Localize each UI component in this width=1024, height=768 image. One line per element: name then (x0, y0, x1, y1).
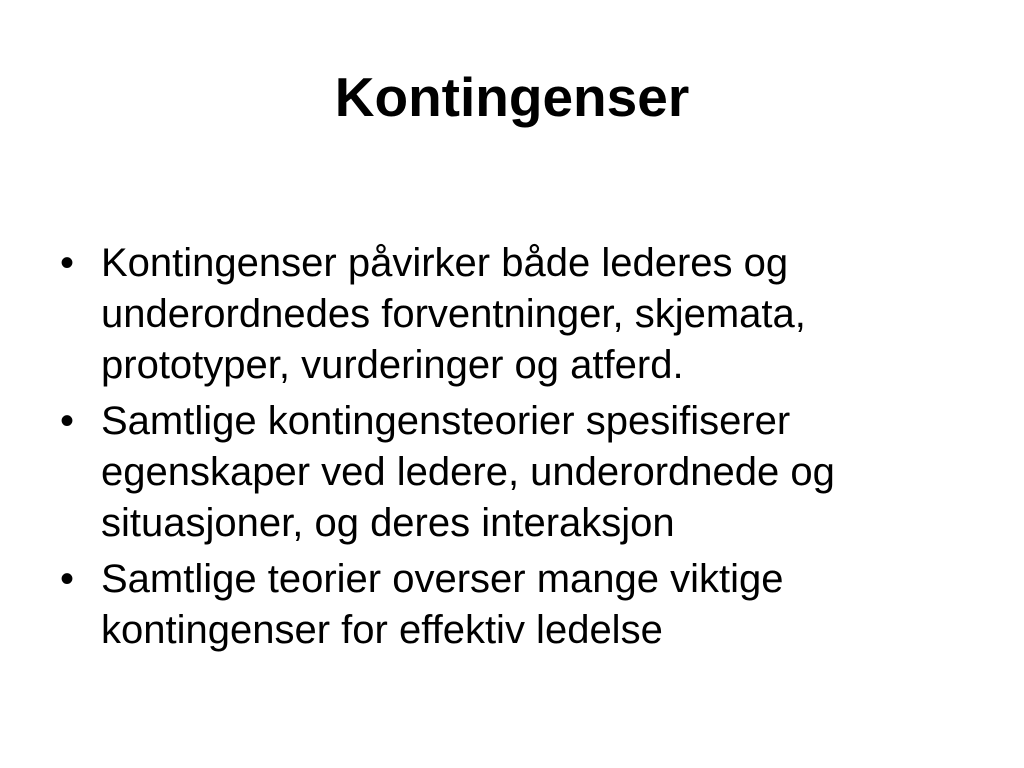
bullet-dot-icon: • (60, 399, 75, 443)
bullet-dot-icon: • (60, 241, 75, 285)
bullet-line: kontingenser for effektiv ledelse (101, 608, 663, 652)
bullet-line: Samtlige teorier overser mange viktige (101, 557, 784, 601)
bullet-line: situasjoner, og deres interaksjon (101, 501, 675, 545)
bullet-list (60, 238, 960, 661)
bullet-dot-icon: • (60, 557, 75, 601)
bullet-item-3 (60, 554, 960, 656)
slide-title: Kontingenser (334, 66, 690, 128)
bullet-line: Samtlige kontingensteorier spesifiserer (101, 399, 791, 443)
bullet-line: prototyper, vurderinger og atferd. (101, 343, 684, 387)
bullet-item-1 (60, 238, 960, 391)
bullet-line: underordnedes forventninger, skjemata, (101, 292, 806, 336)
bullet-line: Kontingenser påvirker både lederes og (101, 241, 789, 285)
bullet-line: egenskaper ved ledere, underordnede og (101, 450, 835, 494)
bullet-item-2 (60, 396, 960, 549)
